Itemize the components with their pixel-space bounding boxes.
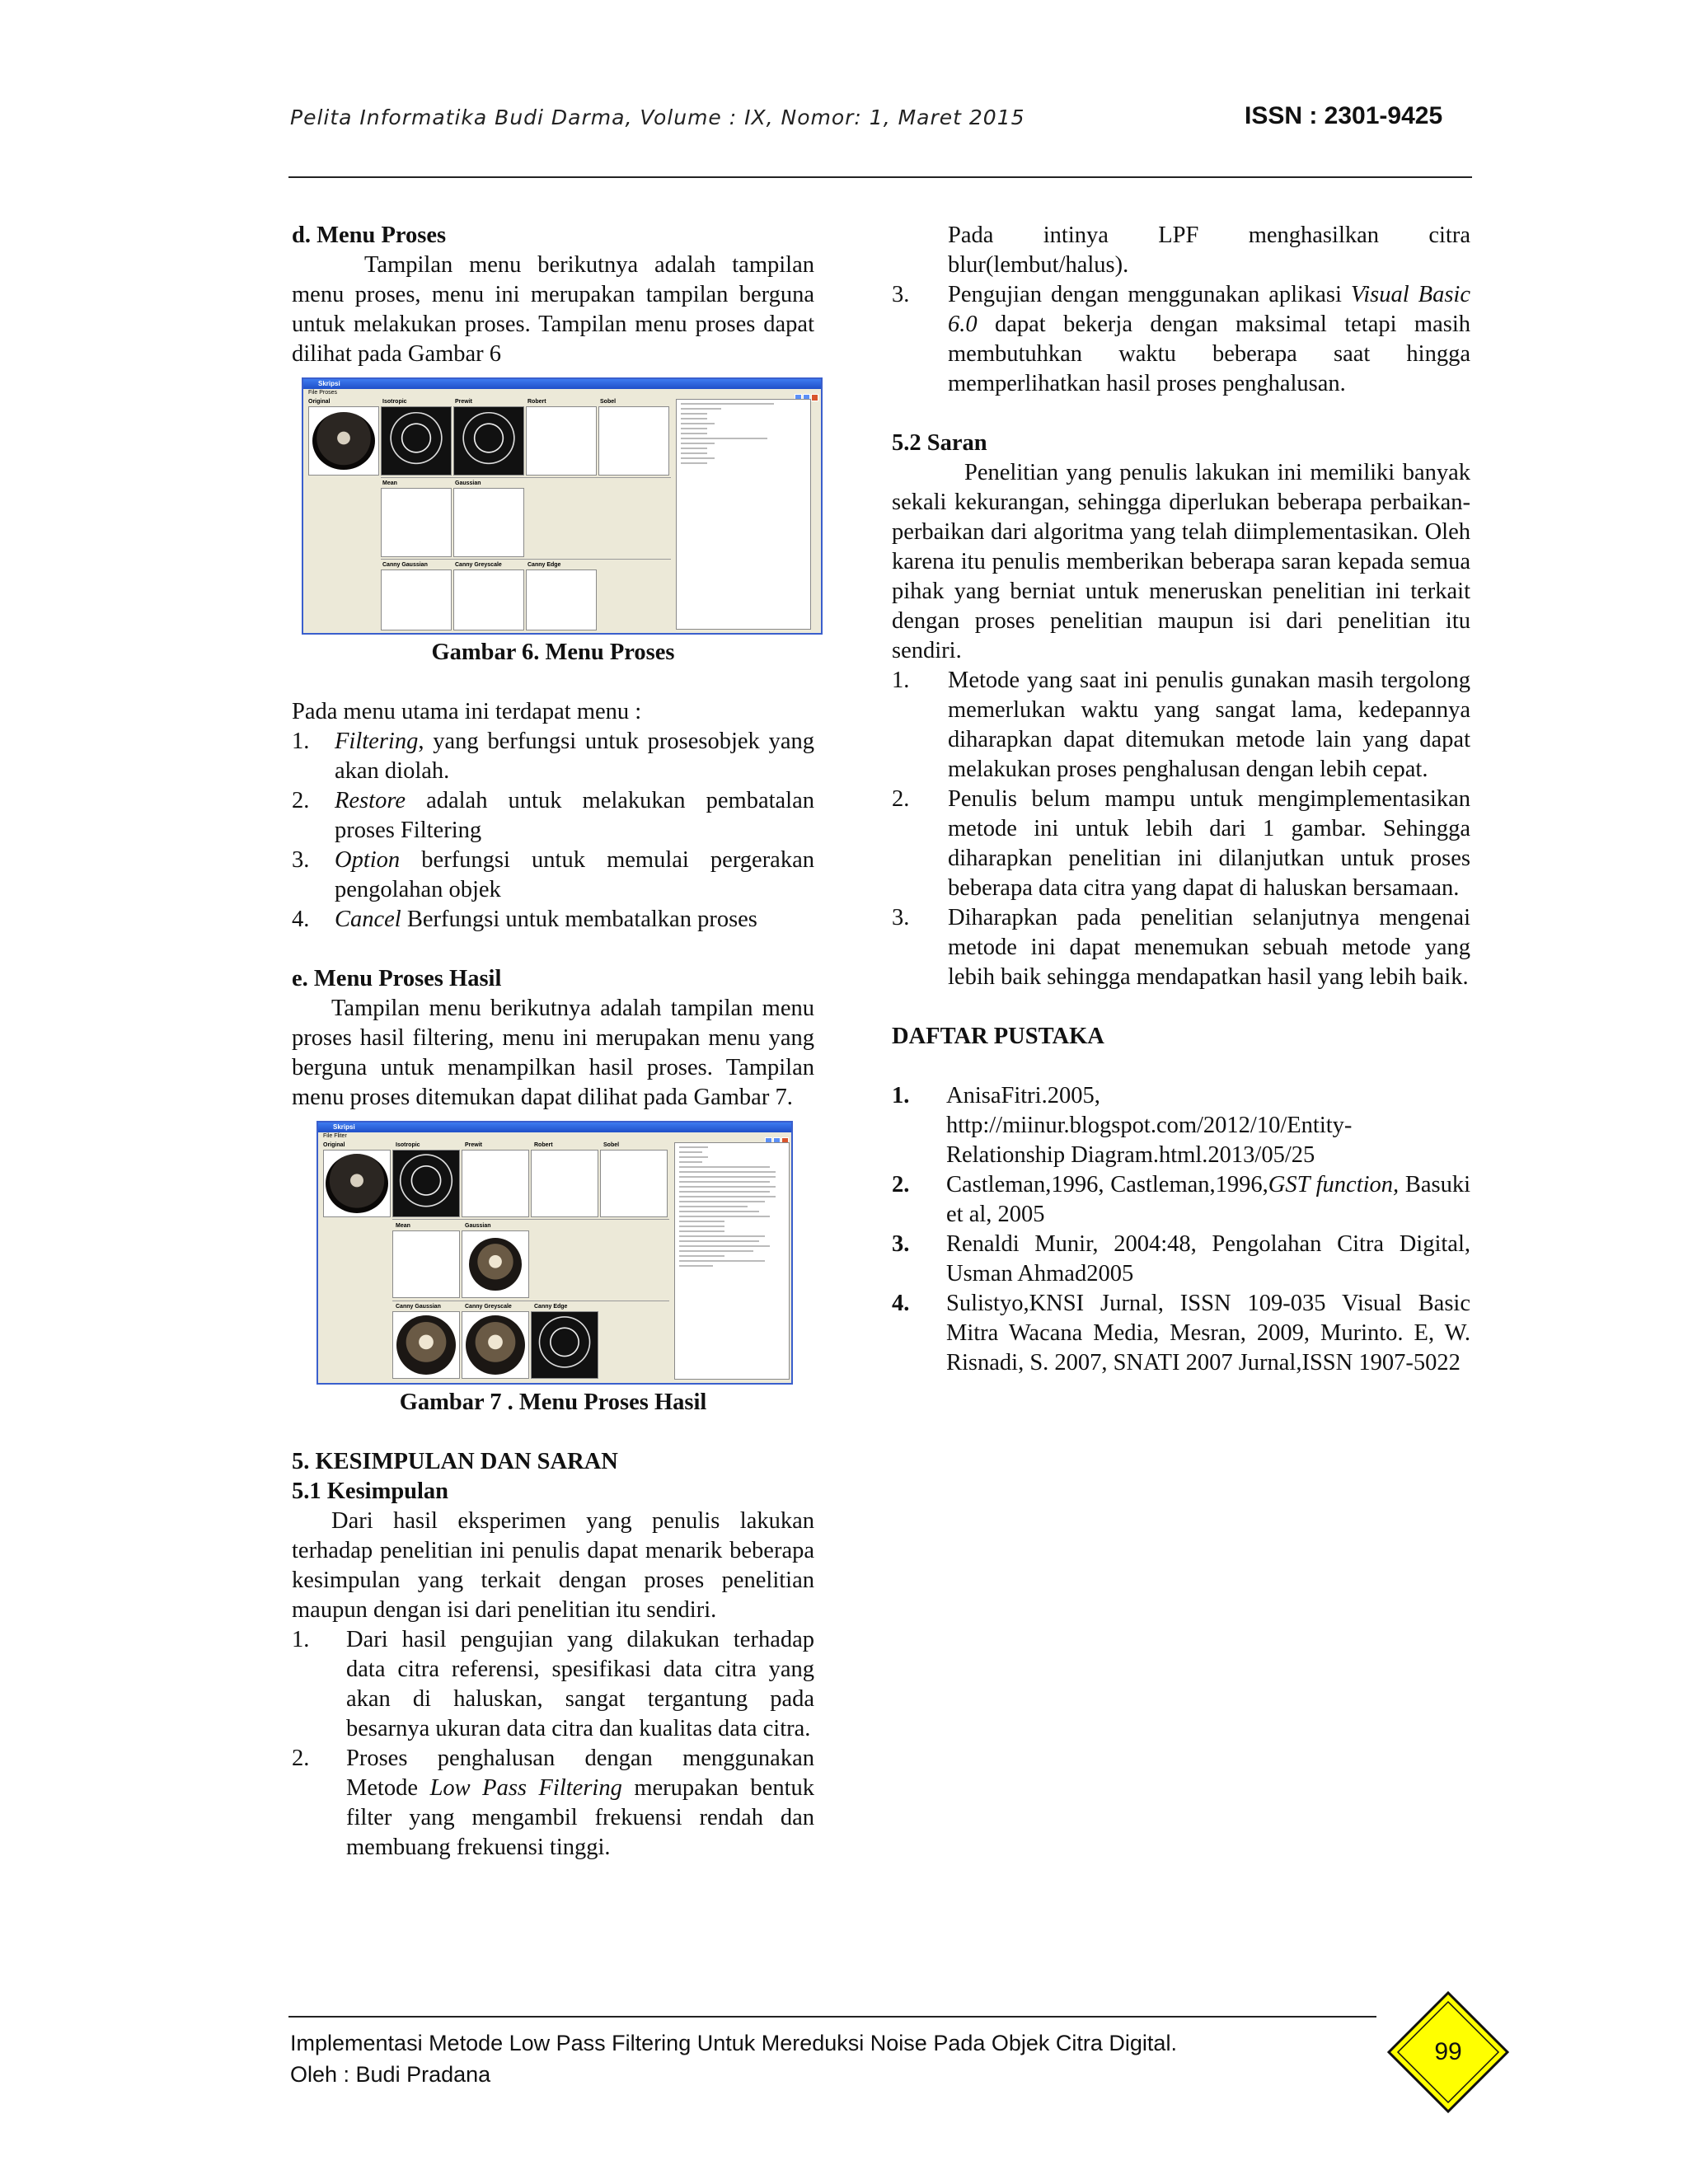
list-item: 2. Restore adalah untuk melakukan pembatalan proses Filtering	[292, 788, 814, 843]
image-gaussian	[462, 1230, 529, 1298]
edge-image	[457, 412, 520, 470]
label-canny-gaussian: Canny Gaussian	[382, 562, 428, 568]
list-item: 3. Option berfungsi untuk memulai pergerakan pengolahan objek	[292, 847, 814, 902]
reference-item: 3. Renaldi Munir, 2004:48, Pengolahan Citra Digital, Usman Ahmad2005	[892, 1231, 1470, 1286]
page-number-badge	[1386, 1990, 1510, 2114]
divider	[381, 559, 671, 560]
label-canny-gaussian: Canny Gaussian	[396, 1304, 441, 1310]
close-icon	[811, 394, 818, 401]
section-5-1-heading: 5.1 Kesimpulan	[292, 1479, 449, 1504]
label-mean: Mean	[396, 1223, 410, 1229]
label-canny-greyscale: Canny Greyscale	[465, 1304, 512, 1310]
label-original: Original	[308, 399, 331, 405]
reference-list	[892, 1081, 1470, 1378]
label-canny-edge: Canny Edge	[534, 1304, 568, 1310]
header-divider	[288, 176, 1472, 178]
window-title: Skripsi	[333, 1123, 355, 1131]
list-item: 2. Proses penghalusan dengan menggunakan Metode Low Pass Filtering merupakan bentuk filter yang mengambil frekuensi rendah dan membuang frekuensi tinggi.	[292, 1746, 814, 1860]
image-sobel	[600, 1150, 668, 1217]
window-controls	[794, 380, 818, 388]
image-canny-edge	[526, 569, 597, 630]
left-column	[292, 221, 814, 1863]
image-canny-gaussian	[392, 1311, 460, 1379]
image-prewit	[462, 1150, 529, 1217]
journal-header: Pelita Informatika Budi Darma, Volume : IX, Nomor: 1, Maret 2015	[290, 105, 1025, 129]
figure-7-screenshot	[316, 1121, 793, 1385]
window-titlebar	[303, 379, 821, 389]
section-5-1-paragraph: Dari hasil eksperimen yang penulis lakukan terhadap penelitian ini penulis dapat menarik beberapa kesimpulan yang terkait dengan proses penelitian maupun dengan isi dari penelitian itu sendiri.	[292, 1508, 814, 1623]
label-robert: Robert	[534, 1142, 553, 1148]
edge-image	[395, 1154, 457, 1213]
window-title: Skripsi	[318, 380, 340, 387]
disc-image	[312, 412, 375, 470]
conclusion-list-continued	[892, 221, 1470, 399]
figure-6-screenshot	[302, 377, 823, 635]
image-sobel	[598, 406, 669, 476]
label-gaussian: Gaussian	[455, 480, 481, 486]
label-isotropic: Isotropic	[382, 399, 407, 405]
references-heading: DAFTAR PUSTAKA	[892, 1024, 1104, 1049]
section-d-heading: d. Menu Proses	[292, 223, 447, 248]
reference-item: 1. AnisaFitri.2005, http://miinur.blogspot.com/2012/10/Entity-Relationship Diagram.html.2013/05/25	[892, 1083, 1353, 1168]
list-item: 1. Metode yang saat ini penulis gunakan masih tergolong memerlukan waktu yang sangat lama, kedepannya diharapkan dapat ditemukan metode lain yang dapat melakukan proses penghalusan dengan lebih cepat.	[892, 668, 1470, 782]
divider	[381, 477, 671, 478]
disc-image	[396, 1315, 456, 1375]
image-mean	[392, 1230, 460, 1298]
suggestion-list	[892, 666, 1470, 992]
section-5-heading: 5. KESIMPULAN DAN SARAN	[292, 1449, 618, 1474]
label-canny-greyscale: Canny Greyscale	[455, 562, 502, 568]
label-original: Original	[323, 1142, 345, 1148]
edge-image	[535, 1315, 594, 1375]
footer-divider	[288, 2016, 1376, 2018]
list-item: 3. Diharapkan pada penelitian selanjutnya mengenai metode ini dapat menemukan sebuah metode yang lebih baik sehingga mendapatkan hasil yang lebih baik.	[892, 905, 1470, 990]
image-original	[308, 406, 379, 476]
figure-7-caption: Gambar 7 . Menu Proses Hasil	[399, 1390, 707, 1415]
image-canny-greyscale	[453, 569, 524, 630]
conclusion-list	[292, 1625, 814, 1863]
image-isotropic	[392, 1150, 460, 1217]
reference-item: 4. Sulistyo,KNSI Jurnal, ISSN 109-035 Visual Basic Mitra Wacana Media, Mesran, 2009, Murinto. E, W. Risnadi, S. 2007, SNATI 2007 Jurnal,ISSN 1907-5022	[892, 1291, 1470, 1376]
label-prewit: Prewit	[455, 399, 473, 405]
log-output-box	[676, 399, 811, 630]
disc-image	[469, 1238, 522, 1291]
log-output-box	[674, 1142, 790, 1380]
section-5-2-paragraph: Penelitian yang penulis lakukan ini memiliki banyak sekali kekurangan, sehingga diperlukan beberapa perbaikan-perbaikan dari algoritma yang telah diimplementasikan. Oleh karena itu penulis memberikan beberapa saran kepada semua pihak yang berniat untuk meneruskan penelitian ini terkait dengan proses penelitian maupun isi dari penelitian itu sendiri.	[892, 460, 1470, 663]
disc-image	[326, 1154, 388, 1213]
edge-image	[385, 412, 448, 470]
list-item: 1. Filtering, yang berfungsi untuk prosesobjek yang akan diolah.	[292, 729, 814, 784]
image-isotropic	[381, 406, 452, 476]
image-original	[323, 1150, 391, 1217]
window-menubar: File Proses	[308, 390, 338, 396]
menu-list	[292, 727, 814, 935]
label-canny-edge: Canny Edge	[528, 562, 561, 568]
section-e-paragraph: Tampilan menu berikutnya adalah tampilan menu proses hasil filtering, menu ini merupakan menu yang berguna untuk menampilkan hasil proses. Tampilan menu proses ditemukan dapat dilihat pada Gambar 7.	[292, 996, 814, 1110]
image-robert	[531, 1150, 598, 1217]
label-robert: Robert	[528, 399, 546, 405]
issn: ISSN : 2301-9425	[1245, 102, 1443, 129]
list-item: 3. Pengujian dengan menggunakan aplikasi Visual Basic 6.0 dapat bekerja dengan maksimal tetapi masih membutuhkan waktu beberapa saat hingga memperlihatkan hasil proses penghalusan.	[892, 282, 1470, 396]
window-titlebar	[318, 1122, 791, 1132]
image-gaussian	[453, 488, 524, 557]
right-column	[892, 221, 1470, 1378]
list-item: 1. Dari hasil pengujian yang dilakukan terhadap data citra referensi, spesifikasi data citra yang akan di haluskan, sangat tergantung pada besarnya ukuran data citra dan kualitas data citra.	[292, 1627, 814, 1741]
image-canny-gaussian	[381, 569, 452, 630]
label-gaussian: Gaussian	[465, 1223, 491, 1229]
divider	[392, 1219, 669, 1220]
section-5-2-heading: 5.2 Saran	[892, 430, 987, 456]
page-number: 99	[1434, 2038, 1462, 2065]
figure-6-caption: Gambar 6. Menu Proses	[431, 640, 675, 665]
label-sobel: Sobel	[600, 399, 617, 405]
list-item: 4. Cancel Berfungsi untuk membatalkan proses	[292, 907, 757, 932]
label-sobel: Sobel	[603, 1142, 620, 1148]
window-menubar: File Fliter	[323, 1133, 347, 1139]
list-item: 2. Penulis belum mampu untuk mengimplementasikan metode ini untuk lebih dari 1 gambar. Sehingga diharapkan penelitian ini dilanjutkan untuk proses beberapa data citra yang dapat di haluskan bersamaan.	[892, 786, 1470, 901]
footer-author: Oleh : Budi Pradana	[290, 2062, 491, 2087]
menu-intro: Pada menu utama ini terdapat menu :	[292, 699, 642, 724]
label-isotropic: Isotropic	[396, 1142, 420, 1148]
section-e-heading: e. Menu Proses Hasil	[292, 966, 502, 991]
image-canny-greyscale	[462, 1311, 529, 1379]
label-mean: Mean	[382, 480, 397, 486]
image-mean	[381, 488, 452, 557]
footer-title: Implementasi Metode Low Pass Filtering Untuk Mereduksi Noise Pada Objek Citra Digital.	[290, 2031, 1177, 2055]
disc-image	[466, 1315, 525, 1375]
image-prewit	[453, 406, 524, 476]
footer-text	[290, 2027, 1177, 2090]
section-d-paragraph: Tampilan menu berikutnya adalah tampilan menu proses, menu ini merupakan tampilan berguna untuk melakukan proses. Tampilan menu proses dapat dilihat pada Gambar 6	[292, 252, 814, 367]
window-controls	[764, 1123, 789, 1132]
label-prewit: Prewit	[465, 1142, 483, 1148]
image-robert	[526, 406, 597, 476]
image-canny-edge	[531, 1311, 598, 1379]
list-item-continued: Pada intinya LPF menghasilkan citra blur(lembut/halus).	[948, 223, 1470, 278]
reference-item: 2. Castleman,1996, Castleman,1996,GST function, Basuki et al, 2005	[892, 1172, 1470, 1227]
